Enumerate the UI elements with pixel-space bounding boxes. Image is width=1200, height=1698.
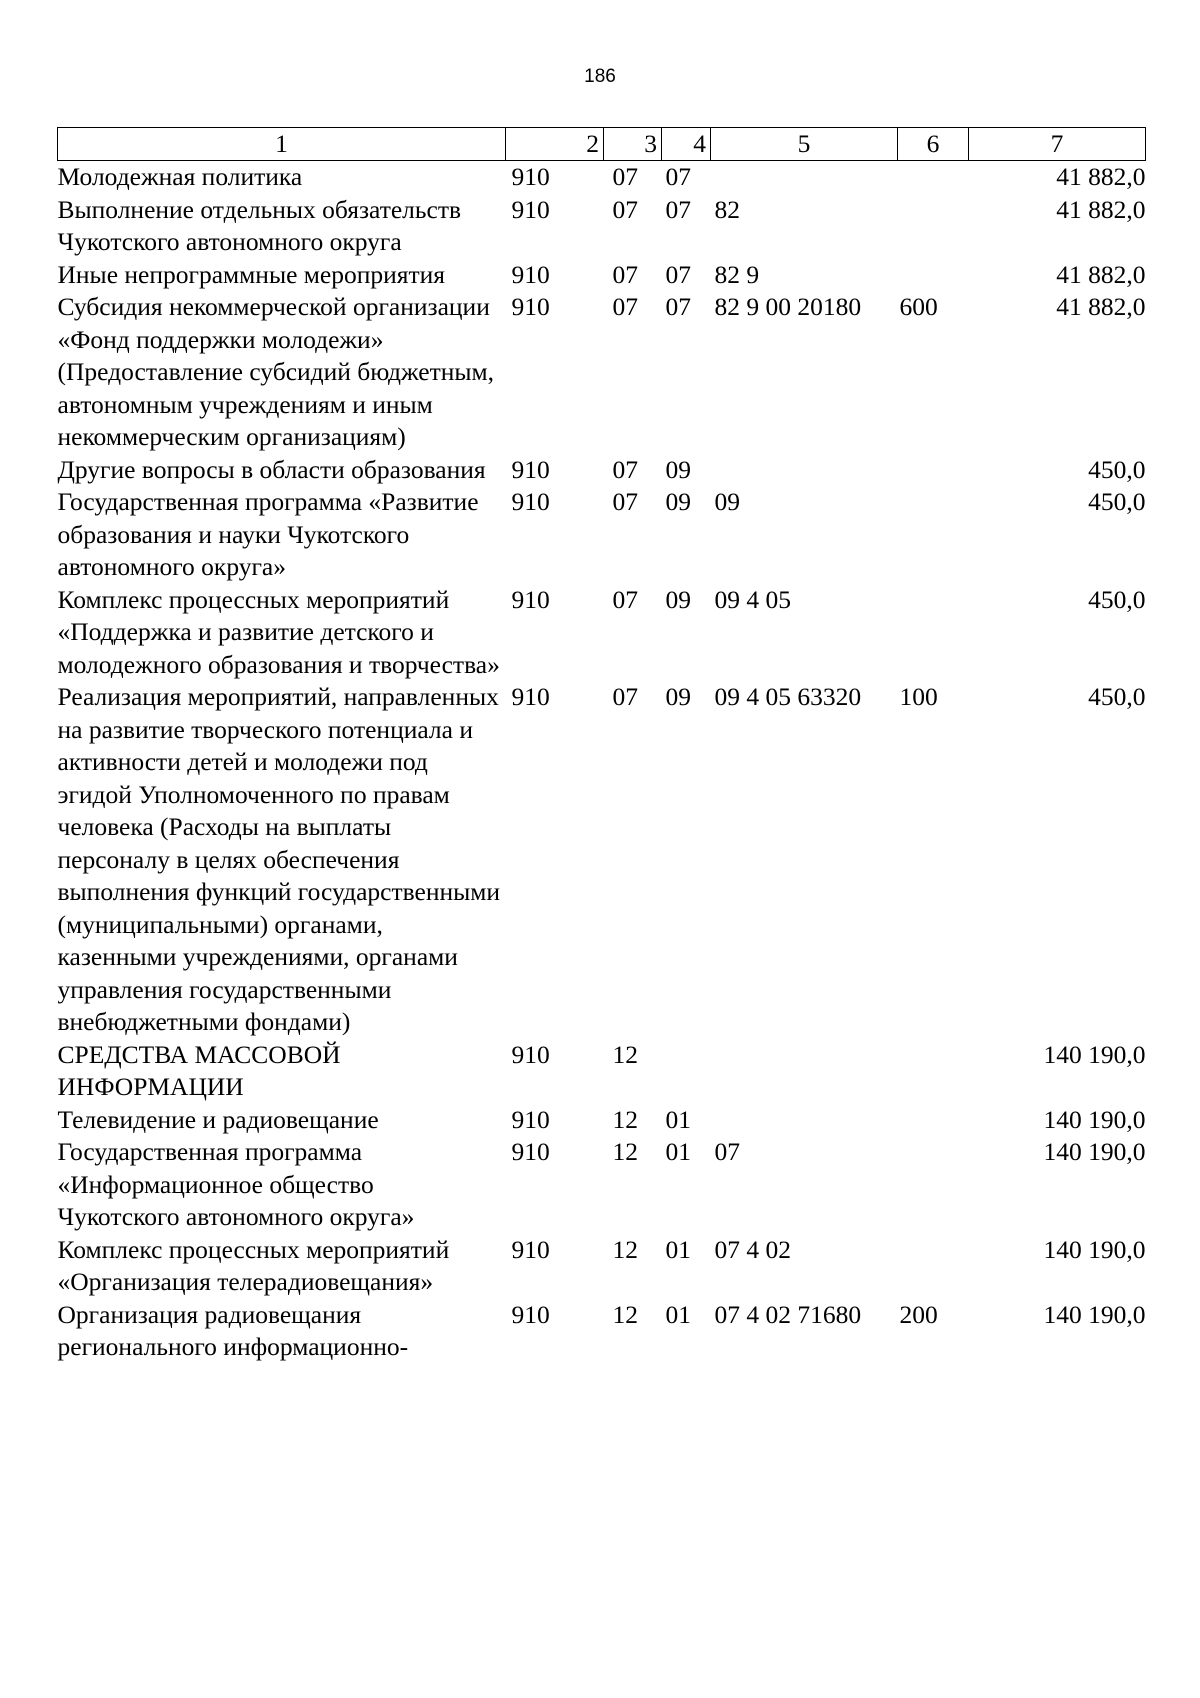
table-row — [58, 1039, 1146, 1104]
cell-name: Молодежная политика — [57, 162, 303, 191]
cell-amount: 140 190,0 — [1043, 1299, 1146, 1329]
cell-col-2: 910 — [511, 1299, 550, 1329]
table-row — [58, 1104, 1146, 1137]
cell-amount: 41 882,0 — [1056, 259, 1146, 289]
page-number: 186 — [584, 66, 616, 87]
cell-amount: 140 190,0 — [1043, 1104, 1146, 1134]
cell-col-3: 07 — [612, 259, 638, 289]
cell-name: Государственная программа «Информационное общество Чукотского автономного округа» — [57, 1137, 415, 1231]
cell-col-5: 09 4 05 63320 — [714, 682, 862, 711]
cell-col-2: 910 — [511, 259, 550, 289]
table-row — [58, 194, 1146, 259]
cell-col-4: 01 — [665, 1104, 691, 1134]
cell-amount: 450,0 — [1088, 584, 1146, 614]
cell-col-3: 07 — [612, 194, 638, 224]
cell-name: СРЕДСТВА МАССОВОЙ ИНФОРМАЦИИ — [57, 1039, 341, 1101]
table-row — [58, 291, 1146, 454]
cell-col-2: 910 — [511, 1137, 550, 1166]
cell-col-3: 07 — [612, 454, 638, 484]
cell-col-6: 100 — [899, 682, 938, 711]
cell-col-3: 12 — [612, 1039, 638, 1069]
cell-amount: 140 190,0 — [1043, 1039, 1146, 1069]
cell-amount: 41 882,0 — [1056, 162, 1146, 191]
cell-col-4: 09 — [665, 487, 691, 516]
cell-col-6 — [898, 1234, 969, 1299]
cell-name: Выполнение отдельных обязательств Чукотского автономного округа — [57, 194, 462, 256]
cell-col-5 — [711, 1039, 898, 1104]
cell-amount: 450,0 — [1088, 454, 1146, 484]
cell-col-3: 12 — [612, 1137, 638, 1166]
cell-name: Субсидия некоммерческой организации «Фонд поддержки молодежи» (Предоставление субсидий бюджетным, автономным учреждениям и иным некоммерческим организациям) — [57, 292, 495, 451]
cell-col-6 — [898, 161, 969, 194]
cell-col-4: 07 — [665, 292, 691, 321]
cell-col-5 — [711, 1104, 898, 1137]
column-header-7: 7 — [969, 128, 1146, 161]
cell-col-5 — [711, 161, 898, 194]
cell-col-4: 07 — [665, 194, 691, 224]
cell-col-2: 910 — [511, 1039, 550, 1069]
cell-col-5: 07 4 02 — [714, 1234, 791, 1264]
table-body — [58, 161, 1146, 1364]
cell-col-2: 910 — [511, 1104, 550, 1134]
table-row — [58, 259, 1146, 292]
cell-name: Иные непрограммные мероприятия — [57, 259, 446, 289]
cell-col-6: 600 — [899, 292, 938, 321]
cell-col-4: 09 — [665, 682, 691, 711]
cell-col-4: 07 — [665, 259, 691, 289]
cell-name: Реализация мероприятий, направленных на развитие творческого потенциала и активности детей и молодежи под эгидой Уполномоченного по правам человека (Расходы на выплаты персоналу в целях обеспечения выполнения функций государственными (муниципальными) органами, казенными учреждениями, органами управления государственными внебюджетными фондами) — [57, 682, 501, 1036]
cell-name: Другие вопросы в области образования — [57, 454, 486, 484]
cell-col-5: 82 9 00 20180 — [714, 292, 862, 321]
cell-col-4: 01 — [665, 1234, 691, 1264]
table-row — [58, 1234, 1146, 1299]
cell-amount: 41 882,0 — [1056, 292, 1146, 321]
cell-amount: 140 190,0 — [1043, 1137, 1146, 1166]
cell-col-6: 200 — [899, 1299, 938, 1329]
cell-col-5: 07 — [714, 1137, 740, 1166]
table-row — [58, 584, 1146, 682]
column-header-6: 6 — [898, 128, 969, 161]
cell-col-4: 01 — [665, 1299, 691, 1329]
cell-col-4: 09 — [665, 584, 691, 614]
cell-col-3: 07 — [612, 292, 638, 321]
cell-col-6 — [898, 194, 969, 259]
table-header-row — [58, 128, 1146, 161]
cell-name: Государственная программа «Развитие образования и науки Чукотского автономного округа» — [57, 487, 479, 581]
cell-col-2: 910 — [511, 584, 550, 614]
cell-name: Телевидение и радиовещание — [57, 1104, 379, 1134]
column-header-1: 1 — [58, 128, 506, 161]
column-header-4: 4 — [662, 128, 711, 161]
cell-col-2: 910 — [511, 292, 550, 321]
cell-col-6 — [898, 454, 969, 487]
cell-col-2: 910 — [511, 454, 550, 484]
cell-col-6 — [898, 1136, 969, 1234]
column-header-2: 2 — [506, 128, 604, 161]
cell-col-4: 09 — [665, 454, 691, 484]
cell-col-5: 09 — [714, 487, 740, 516]
cell-amount: 41 882,0 — [1056, 194, 1146, 224]
cell-amount: 140 190,0 — [1043, 1234, 1146, 1264]
cell-col-3: 12 — [612, 1234, 638, 1264]
cell-name: Организация радиовещания регионального информационно- — [57, 1299, 409, 1361]
column-header-3: 3 — [604, 128, 662, 161]
cell-col-5: 82 — [714, 194, 740, 224]
table-row — [58, 454, 1146, 487]
cell-col-6 — [898, 259, 969, 292]
cell-amount: 450,0 — [1088, 682, 1146, 711]
cell-col-6 — [898, 584, 969, 682]
cell-col-4: 01 — [665, 1137, 691, 1166]
cell-col-4 — [662, 1039, 711, 1104]
cell-name: Комплекс процессных мероприятий «Организация телерадиовещания» — [57, 1234, 450, 1296]
cell-col-2: 910 — [511, 682, 550, 711]
table-row — [58, 681, 1146, 1039]
table-row — [58, 161, 1146, 194]
cell-col-5: 82 9 — [714, 259, 760, 289]
cell-col-5: 07 4 02 71680 — [714, 1299, 862, 1329]
budget-table — [57, 127, 1146, 1364]
cell-col-6 — [898, 1104, 969, 1137]
cell-col-3: 07 — [612, 682, 638, 711]
cell-col-2: 910 — [511, 162, 550, 191]
cell-col-3: 12 — [612, 1299, 638, 1329]
cell-col-3: 07 — [612, 584, 638, 614]
cell-amount: 450,0 — [1088, 487, 1146, 516]
cell-col-6 — [898, 1039, 969, 1104]
column-header-5: 5 — [711, 128, 898, 161]
cell-col-2: 910 — [511, 487, 550, 516]
table-row — [58, 486, 1146, 584]
cell-col-3: 07 — [612, 162, 638, 191]
table-row — [58, 1136, 1146, 1234]
cell-name: Комплекс процессных мероприятий «Поддержка и развитие детского и молодежного образования и творчества» — [57, 584, 500, 679]
cell-col-3: 07 — [612, 487, 638, 516]
cell-col-6 — [898, 486, 969, 584]
table-row — [58, 1299, 1146, 1364]
cell-col-3: 12 — [612, 1104, 638, 1134]
cell-col-5: 09 4 05 — [714, 584, 791, 614]
cell-col-2: 910 — [511, 194, 550, 224]
cell-col-5 — [711, 454, 898, 487]
cell-col-2: 910 — [511, 1234, 550, 1264]
cell-col-4: 07 — [665, 162, 691, 191]
